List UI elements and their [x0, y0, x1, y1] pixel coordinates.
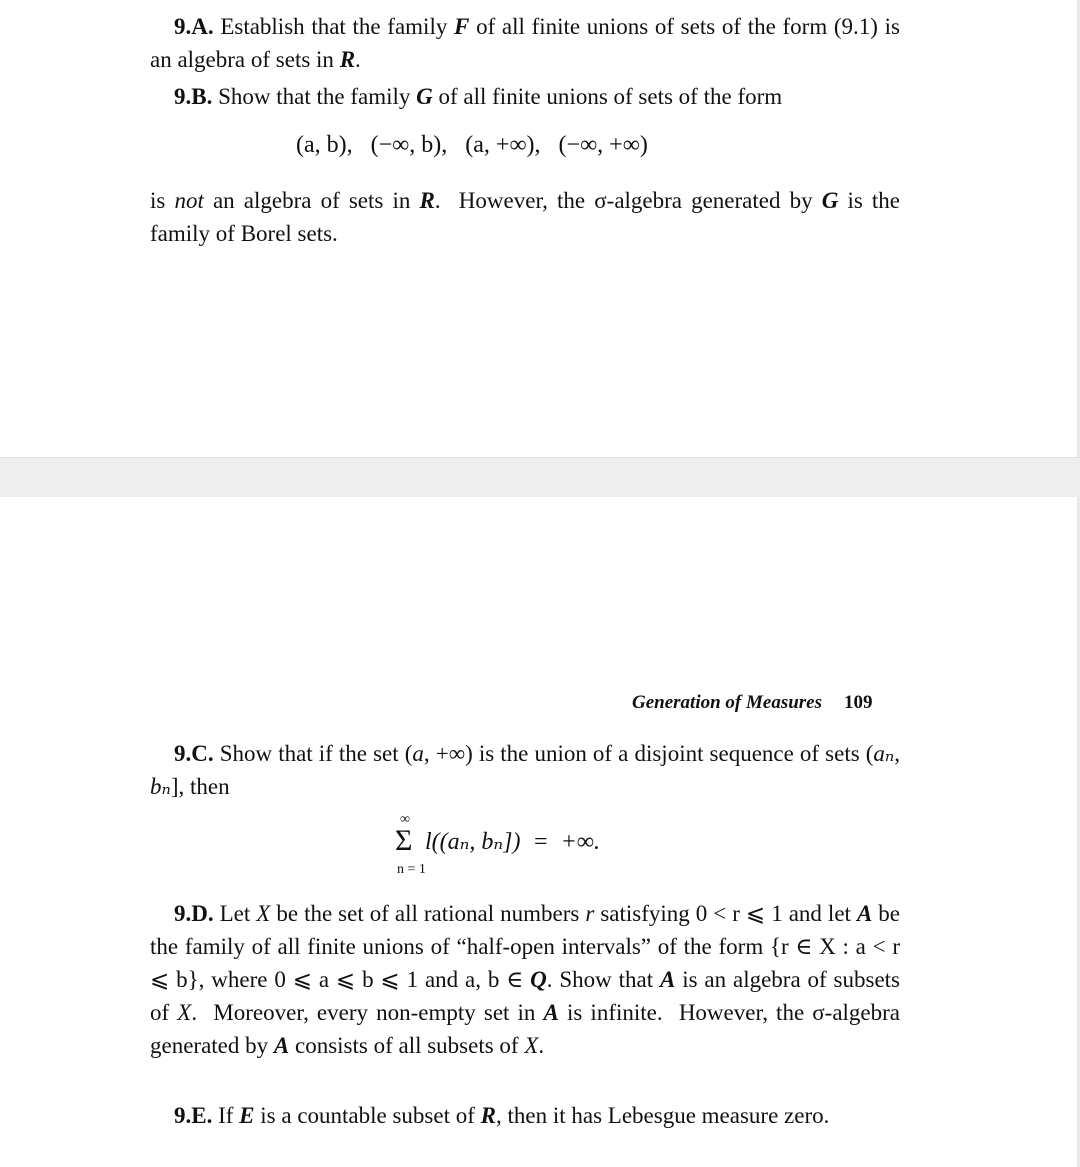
exercise-9c: 9.C. Show that if the set (a, +∞) is the union of a disjoint sequence of sets (aₙ, bₙ], then: [150, 741, 900, 799]
exercise-label: 9.C.: [174, 741, 214, 766]
running-header: [632, 692, 873, 714]
exercise-9b-continued: is not an algebra of sets in R. However, the σ-algebra generated by G is the family of Borel sets.: [150, 188, 901, 246]
exercise-label: 9.B.: [174, 84, 213, 109]
top-page: [0, 0, 1080, 457]
page-separator: [0, 457, 1080, 498]
exercise-9a: 9.A. Establish that the family F of all finite unions of sets of the form (9.1) is an algebra of sets in R.: [150, 14, 900, 72]
sum-expression: l((aₙ, bₙ]) = +∞.: [425, 829, 600, 855]
sigma-symbol: Σ: [395, 824, 413, 857]
exercise-9d: 9.D. Let X be the set of all rational numbers r satisfying 0 < r ⩽ 1 and let A be the family of all finite unions of “half-open intervals” of the form {r ∈ X : a < r ⩽ b}, where 0 ⩽ a ⩽ b ⩽ 1 and a, b ∈ Q. Show that A is an algebra of subsets of X. Moreover, every non-empty set in A is infinite. However, the σ-algebra generated by A consists of all subsets of X.: [150, 901, 906, 1058]
exercise-9e: 9.E. If E is a countable subset of R, then it has Lebesgue measure zero.: [174, 1103, 830, 1128]
summation-formula: [395, 812, 695, 882]
sum-lower-limit: n = 1: [397, 862, 426, 877]
bottom-page: [0, 497, 1080, 1167]
exercise-label: 9.D.: [174, 901, 214, 926]
sum-upper-limit: ∞: [400, 812, 410, 827]
header-title: Generation of Measures: [632, 692, 823, 713]
page-number: 109: [844, 692, 873, 713]
exercise-label: 9.A.: [174, 14, 214, 39]
exercise-label: 9.E.: [174, 1103, 213, 1128]
interval-list: (a, b), (−∞, b), (a, +∞), (−∞, +∞): [296, 132, 648, 158]
exercise-9b: 9.B. Show that the family G of all finite unions of sets of the form: [174, 84, 783, 109]
